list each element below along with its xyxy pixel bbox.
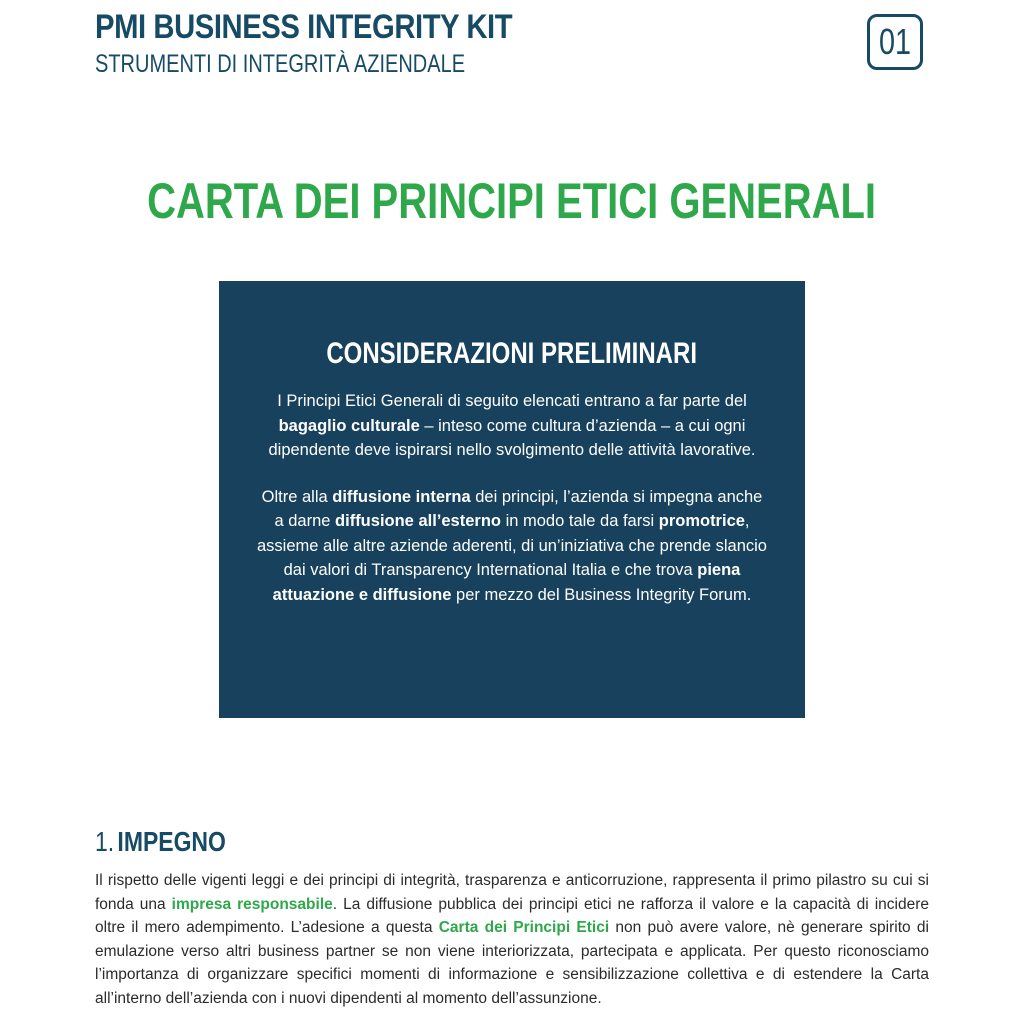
text-run: per mezzo del Business Integrity Forum. xyxy=(451,585,752,604)
box-paragraph-1 xyxy=(255,389,769,463)
bold-run: promotrice xyxy=(658,512,745,530)
kit-subtitle: STRUMENTI DI INTEGRITÀ AZIENDALE xyxy=(95,50,466,78)
highlight-run: impresa responsabile xyxy=(171,895,333,913)
bold-run: bagaglio culturale xyxy=(278,416,420,435)
text-run: , assieme alle altre aziende aderenti, di un’iniziativa che prende slancio dai valori di Transparency International Italia e che trova xyxy=(257,512,767,579)
document-title xyxy=(0,172,1024,230)
bold-run: diffusione all’esterno xyxy=(335,512,501,530)
text-run: dei principi, l’azienda si impegna anche a darne xyxy=(274,487,763,530)
text-run: . La diffusione pubblica dei principi etici ne rafforza il valore e la capacità di incidere oltre il mero adempimento. L’adesione a questa xyxy=(95,895,930,936)
section-heading-impegno xyxy=(95,826,226,858)
bold-run: piena attuazione e diffusione xyxy=(272,561,741,604)
text-run: non può avere valore, nè generare spirito di emulazione verso altri business partner se non viene interiorizzata, partecipata e applicata. Per questo riconosciamo l’importanza di organizzare specifici momenti di informazione e sensibilizzazione collettiva e di estendere la Carta all’interno dell’azienda con i nuovi dipendenti al momento dell’assunzione. xyxy=(95,919,929,1007)
box-title xyxy=(255,337,769,371)
kit-title: PMI BUSINESS INTEGRITY KIT xyxy=(95,8,513,46)
section-body-impegno xyxy=(95,869,929,1010)
section-title: IMPEGNO xyxy=(117,826,226,857)
text-run: – inteso come cultura d’azienda – a cui ogni dipendente deve ispirarsi nello svolgimento delle attività lavorative. xyxy=(268,416,756,459)
box-title-text: CONSIDERAZIONI PRELIMINARI xyxy=(326,337,698,370)
section-number: 1. xyxy=(95,826,115,857)
text-run: Il rispetto delle vigenti leggi e dei principi di integrità, trasparenza e anticorruzione, rappresenta il primo pilastro su cui si fonda una xyxy=(95,872,929,913)
text-run: I Principi Etici Generali di seguito elencati entrano a far parte del xyxy=(277,392,747,410)
box-paragraph-2 xyxy=(255,485,769,608)
text-run: in modo tale da farsi xyxy=(500,512,659,530)
highlight-run: Carta dei Principi Etici xyxy=(438,919,610,936)
bold-run: diffusione interna xyxy=(332,487,471,506)
page-number: 01 xyxy=(878,21,912,62)
document-title-text: CARTA DEI PRINCIPI ETICI GENERALI xyxy=(147,173,877,229)
text-run: Oltre alla xyxy=(261,487,333,506)
preliminary-considerations-box xyxy=(219,281,805,718)
page-number-badge xyxy=(867,14,923,70)
